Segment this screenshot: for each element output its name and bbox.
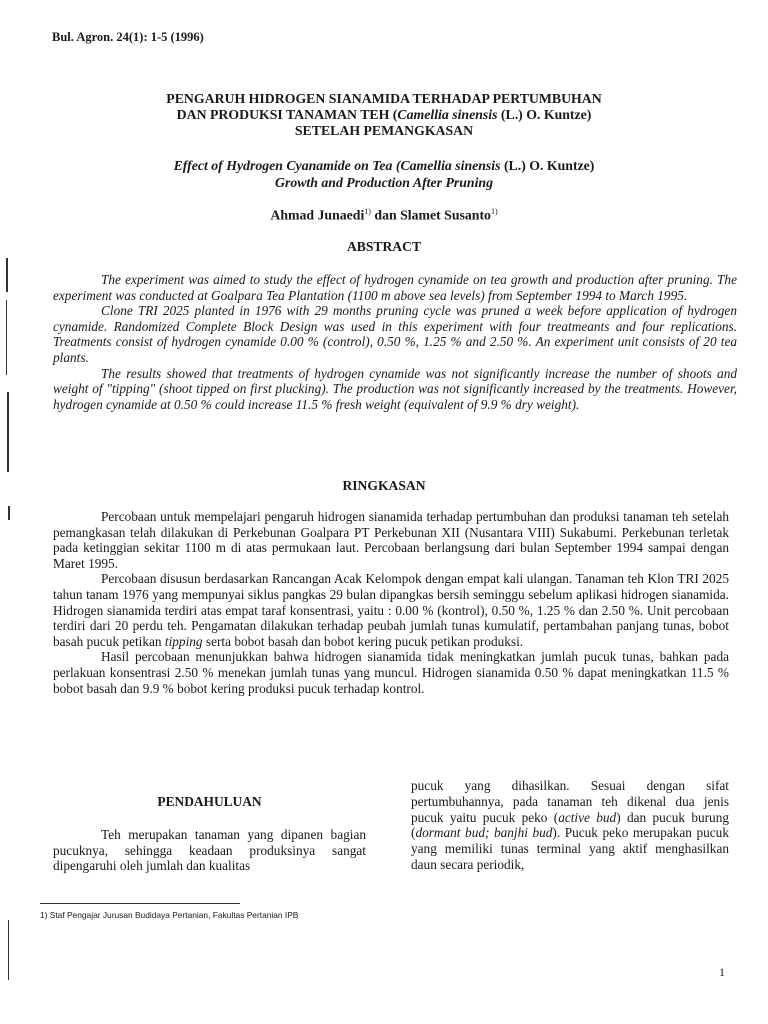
pendahuluan-left-column <box>53 794 366 874</box>
title-line-2: DAN PRODUKSI TANAMAN TEH (Camellia sinensis (L.) O. Kuntze) <box>176 107 592 122</box>
authors: Ahmad Junaedi$^{1)}$ dan Slamet Susanto$^{1)}$ <box>270 207 498 223</box>
scan-artifact <box>6 258 8 292</box>
journal-reference: Bul. Agron. 24(1): 1-5 (1996) <box>52 30 204 44</box>
abstract-paragraph: Clone TRI 2025 planted in 1976 with 29 months pruning cycle was pruned a week before application of hydrogen cynamide. Randomized Complete Block Design was used in this experiment with four treatmeants and four replications. Treatments consist of hydrogen cynamide 0.00 % (control), 0.50 %, 1.25 % and 2.50 %. An experiment unit consists of 20 tea plants. <box>53 303 737 365</box>
paper-title <box>40 91 728 139</box>
title-line-3: SETELAH PEMANGKASAN <box>294 123 474 138</box>
abstract-paragraph: The results showed that treatments of hydrogen cynamide was not significantly increase the number of shoots and weight of "tipping" (shoot tipped on first plucking). The production was not significantly increased by the treatments. However, hydrogen cynamide at 0.50 % could increase 11.5 % fresh weight (equivalent of 9.9 % dry weight). <box>53 365 737 412</box>
scan-artifact <box>7 392 9 472</box>
abstract-body <box>53 272 737 412</box>
pendahuluan-right-column <box>411 778 729 873</box>
ringkasan-paragraph: Hasil percobaan menunjukkan bahwa hidrogen sianamida tidak meningkatkan jumlah pucuk tunas, bahkan pada perlakuan konsentrasi 2.50 % menekan jumlah tunas yang muncul. Hidrogen sianamida 0.50 % dapat meningkatkan 11.5 % bobot basah dan 9.9 % bobot kering produksi pucuk terhadap kontrol. <box>53 649 729 696</box>
pendahuluan-paragraph: Teh merupakan tanaman yang dipanen bagian pucuknya, sehingga keadaan produksinya sangat dipengaruhi oleh jumlah dan kualitas <box>53 826 366 874</box>
footnote-rule <box>40 903 240 904</box>
ringkasan-heading: RINGKASAN <box>342 478 426 493</box>
ringkasan-paragraph: Percobaan untuk mempelajari pengaruh hidrogen sianamida terhadap pertumbuhan dan produksi tanaman teh setelah pemangkasan telah dilakukan di Perkebunan Goalpara PT Perkebunan XII (Nusantara VIII) Sukabumi. Perkebunan terletak pada ketinggian sekitar 1100 m di atas permukaan laut. Percobaan berlangsung dari bulan September 1994 sampai dengan Maret 1995. <box>53 509 729 571</box>
ringkasan-body <box>53 509 729 696</box>
abstract-paragraph: The experiment was aimed to study the effect of hydrogen cynamide on tea growth and production after pruning. The experiment was conducted at Goalpara Tea Plantation (1100 m above sea levels) from September 1994 to March 1995. <box>53 272 737 303</box>
page-number: 1 <box>719 965 725 979</box>
scan-artifact <box>6 300 7 375</box>
pendahuluan-heading: PENDAHULUAN <box>157 794 262 809</box>
scan-artifact <box>8 920 9 980</box>
english-title: Effect of Hydrogen Cyanamide on Tea (Camellia sinensis (L.) O. Kuntze) Growth and Production After Pruning <box>173 158 595 190</box>
ringkasan-paragraph: Percobaan disusun berdasarkan Rancangan Acak Kelompok dengan empat kali ulangan. Tanaman teh Klon TRI 2025 tahun tanam 1976 yang mempunyai siklus pangkas 29 bulan dipangkas bersih seminggu sebelum aplikasi hidrogen sianamida. Hidrogen sianamida terdiri atas empat taraf konsentrasi, yaitu : 0.00 % (kontrol), 0.50 %, 1.25 % dan 2.50 %. Unit percobaan terdiri dari 20 perdu teh. Pengamatan dilakukan terhadap peubah jumlah tunas kumulatif, pertambahan panjang tunas, bobot basah pucuk petikan tipping serta bobot basah dan bobot kering pucuk petikan produksi. <box>53 571 729 649</box>
title-species: Camellia sinensis <box>397 107 498 122</box>
abstract-heading: ABSTRACT <box>346 239 422 254</box>
footnote: 1) Staf Pengajar Jurusan Budidaya Pertanian, Fakultas Pertanian IPB <box>40 910 299 920</box>
scan-artifact <box>8 506 10 520</box>
title-line-1: PENGARUH HIDROGEN SIANAMIDA TERHADAP PERTUMBUHAN <box>166 91 602 106</box>
pendahuluan-paragraph-cont: pucuk yang dihasilkan. Sesuai dengan sifat pertumbuhannya, pada tanaman teh dikenal dua jenis pucuk yaitu pucuk peko (active bud) dan pucuk burung (dormant bud; banjhi bud). Pucuk peko merupakan pucuk yang memiliki tunas terminal yang aktif menghasilkan daun secara periodik, <box>411 778 730 872</box>
